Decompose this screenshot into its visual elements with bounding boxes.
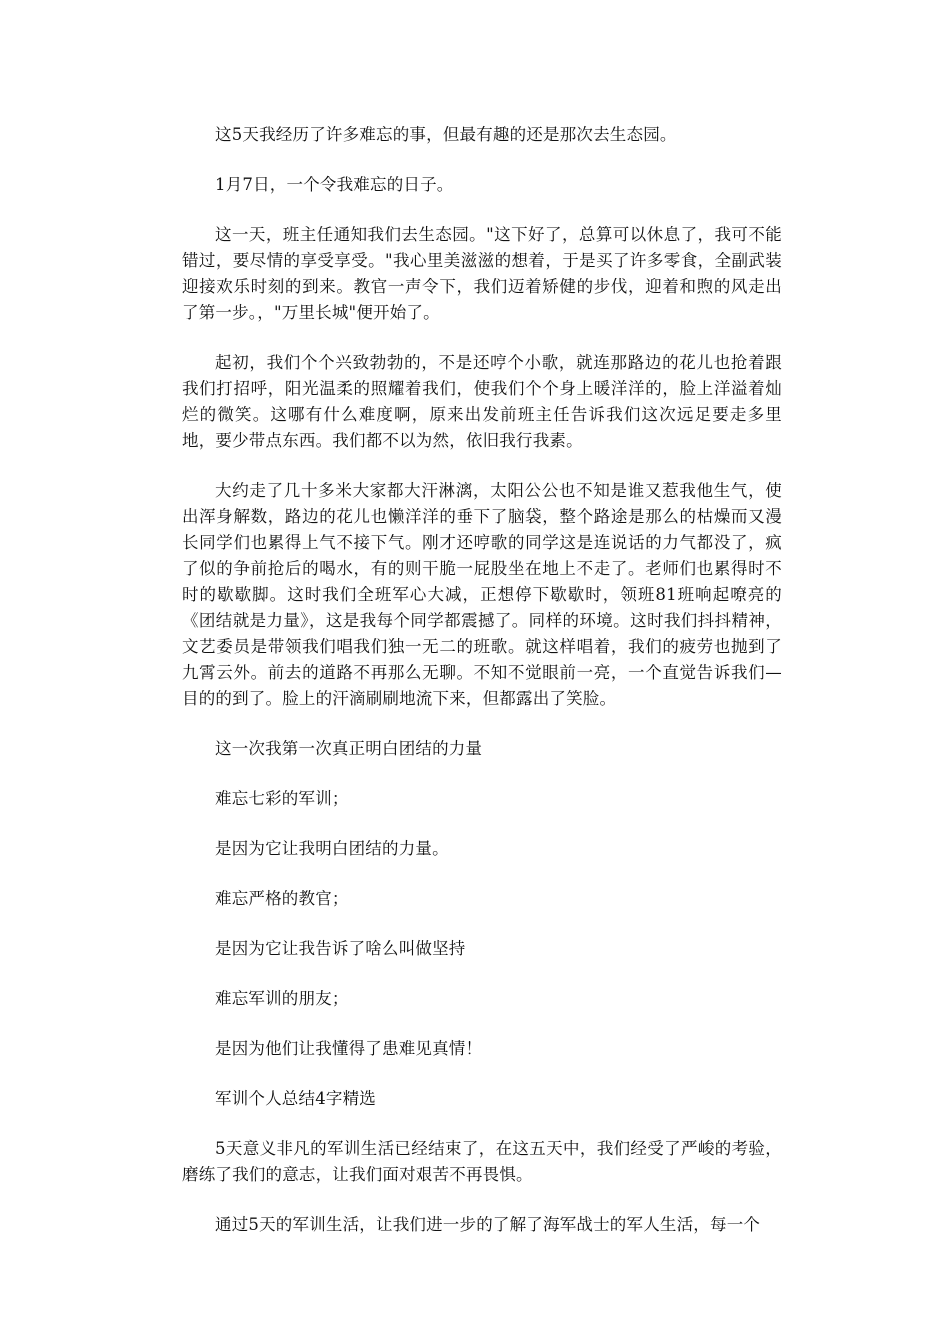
paragraph: 起初，我们个个兴致勃勃的，不是还哼个小歌，就连那路边的花儿也抢着跟我们打招呼，阳光温柔的照耀着我们，使我们个个身上暖洋洋的，脸上洋溢着灿烂的微笑。这哪有什么难度啊，原来出发前班主任告诉我们这次远足要走多里地，要少带点东西。我们都不以为然，依旧我行我素。 (182, 353, 782, 450)
paragraph: 是因为他们让我懂得了患难见真情！ (215, 1039, 483, 1058)
paragraph: 1月7日，一个令我难忘的日子。 (215, 175, 454, 194)
paragraph: 通过5天的军训生活，让我们进一步的了解了海军战士的军人生活，每一个 (215, 1215, 761, 1234)
paragraph: 这一天，班主任通知我们去生态园。"这下好了，总算可以休息了，我可不能错过，要尽情的享受享受。"我心里美滋滋的想着，于是买了许多零食，全副武装迎接欢乐时刻的到来。教官一声令下，我们迈着矫健的步伐，迎着和煦的风走出了第一步。，"万里长城"便开始了。 (182, 225, 782, 322)
paragraph: 是因为它让我明白团结的力量。 (215, 839, 449, 858)
section-heading: 军训个人总结4字精选 (215, 1089, 376, 1108)
document-body (182, 122, 782, 1262)
paragraph: 是因为它让我告诉了啥么叫做坚持 (215, 939, 466, 958)
paragraph: 这5天我经历了许多难忘的事，但最有趣的还是那次去生态园。 (215, 125, 677, 144)
paragraph: 难忘严格的教官； (215, 889, 349, 908)
paragraph: 5天意义非凡的军训生活已经结束了，在这五天中，我们经受了严峻的考验，磨练了我们的意志，让我们面对艰苦不再畏惧。 (182, 1139, 782, 1184)
paragraph: 大约走了几十多米大家都大汗淋漓，太阳公公也不知是谁又惹我他生气，使出浑身解数，路边的花儿也懒洋洋的垂下了脑袋，整个路途是那么的枯燥而又漫长同学们也累得上气不接下气。刚才还哼歌的同学这是连说话的力气都没了，疯了似的争前抢后的喝水，有的则干脆一屁股坐在地上不走了。老师们也累得时不时的歇歇脚。这时我们全班军心大减，正想停下歇歇时，领班81班响起嘹亮的《团结就是力量》，这是我每个同学都震撼了。同样的环境。这时我们抖抖精神，文艺委员是带领我们唱我们独一无二的班歌。就这样唱着，我们的疲劳也抛到了九霄云外。前去的道路不再那么无聊。不知不觉眼前一亮，一个直觉告诉我们—目的的到了。脸上的汗滴刷刷地流下来，但都露出了笑脸。 (182, 481, 782, 708)
paragraph: 难忘军训的朋友； (215, 989, 349, 1008)
paragraph: 这一次我第一次真正明白团结的力量 (215, 739, 483, 758)
paragraph: 难忘七彩的军训； (215, 789, 349, 808)
